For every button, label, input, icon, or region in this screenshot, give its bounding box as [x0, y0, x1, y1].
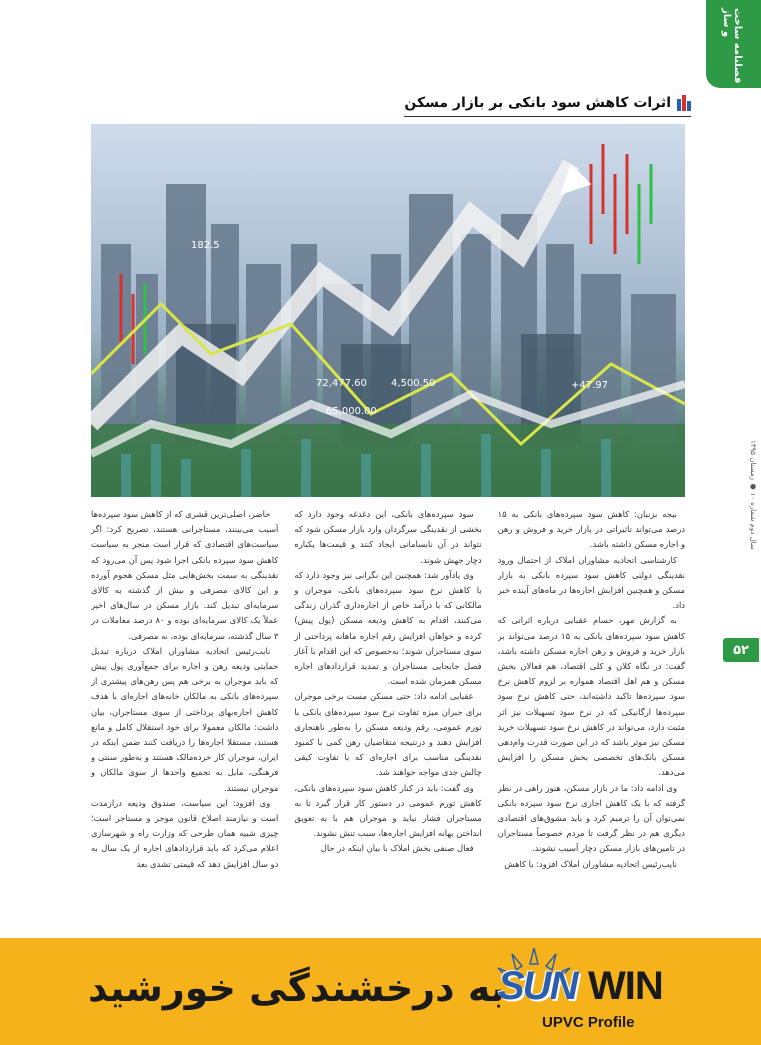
- hero-number: +47.97: [571, 380, 609, 391]
- paragraph: کارشناسی اتحادیه مشاوران املاک از احتمال ورود نقدینگی دولتی کاهش سود سپرده بانکی به بازار مسکن و همچنین افزایش اجاره‌ها در ماه‌های آینده خبر داد.: [497, 554, 685, 611]
- sunwin-logo: [484, 946, 684, 1038]
- paragraph: فعال صنفی بخش املاک با بیان اینکه در حال: [320, 843, 474, 854]
- advertisement-banner[interactable]: [0, 938, 761, 1045]
- column-right: [498, 507, 685, 929]
- brand-subtitle: UPVC Profile: [542, 1014, 635, 1031]
- paragraph: نایب‌رئیس اتحادیه مشاوران املاک درباره تبدیل حمایتی ودیعه رهن و اجاره برای جمع‌آوری پول پیش که باید موجران به برخی هم پس رهن‌های پیشتری از سپرده‌های بانکی به مالکان خانه‌های اجاره‌ای با هدف کاهش اجاره‌بهای پرداختی از سوی مستاجران، بیان داشت: مالکان معمولا برای خود استقلال کامل و مانع هستند، مستقلا اجاره‌ها را دریافت کنند ضمن اینکه در ایران، موجران کار خرده‌مالک هستند و به‌طور سنتی و فرهنگی، مایل به تجمیع واحدها از سوی مالکان و موجران نیستند.: [91, 645, 279, 793]
- buildings-icon: [677, 95, 691, 111]
- hero-collage: [91, 124, 685, 497]
- page-number: ۵۲: [723, 638, 759, 662]
- paragraph: وی گفت: باید در کنار کاهش سود سپرده‌های بانکی، کاهش تورم عمومی در دستور کار قرار گیرد تا به مستاجران فشار نیاید و موجران هم با به تعویق انداختن بهانه افزایش اجاره‌ها، سبب تنش نشوند.: [294, 782, 482, 839]
- hero-number: 182.5: [191, 240, 220, 251]
- article-title: اثرات کاهش سود بانکی بر بازار مسکن: [404, 95, 671, 111]
- article-body: [91, 507, 685, 929]
- column-left: [91, 507, 278, 929]
- hero-image: [91, 124, 685, 497]
- hero-number: 72,477.60: [316, 378, 367, 389]
- paragraph: وی ادامه داد: ما در بازار مسکن، هنوز راهی در نظر گرفته که با یک کاهش اجاری نرخ سود سپرده بانکی نمی‌توان آن را ترمیم کرد و باید مشوق‌های اقتصادی دیگری هم در نظر گرفت تا مردم خصوصاً مستاجران در تامین‌های بازار مسکن دچار آسیب نشوند.: [497, 782, 685, 854]
- hero-number: 65,000.00: [326, 406, 377, 417]
- paragraph: به گزارش مهر، حسام عقبایی درباره اثراتی که کاهش سود سپرده‌های بانکی به ۱۵ درصد می‌تواند بر بازار خرید و فروش و رهن اجاره مسکن داشته باشد، گفت: در نگاه کلان و کلی اقتصاد، هم فعالان بخش مسکن و هم اهل اقتصاد همواره بر لزوم کاهش نرخ سود سپرده‌ها تاکید داشته‌اند، حتی کاهش نرخ سود سپرده‌ها ارگانیکی که در نرخ سود تسهیلات نیز اثر مثبت دارد، می‌تواند در کاهش نرخ سود تسهیلات خرید مسکن نیز موثر باشد که در این صورت قدرت وام‌دهی مسکن بانک‌های تخصصی بخش مسکن را افزایش می‌دهد.: [497, 615, 685, 778]
- paragraph: نایب‌رئیس اتحادیه مشاوران املاک افزود: با کاهش: [504, 858, 677, 869]
- hero-number: 4,500.50: [391, 378, 436, 389]
- paragraph: بیجه بزنبان: کاهش سود سپرده‌های بانکی به ۱۵ درصد می‌تواند تاثیراتی در بازار خرید و فروش و رهن و اجاره مسکن داشته باشد.: [497, 509, 685, 550]
- paragraph: عقبایی ادامه داد: حتی مسکن مست برخی موجران برای جبران میزه تفاوت نرخ سود سپرده‌های بانکی با تورم عمومی، رقم ودیعه مسکن را به‌طور ناهنجاری افزایش دهند و درنتیجه متقاضیان رهن کمی با کمبود نقدینگی مناسب برای اجاره‌ای که با تفاوت کیفی چالش جدی مواجه خواهند شد.: [294, 691, 482, 778]
- issue-meta: سال دوم شماره ۱۰ ● زمستان ۱۳۹۵: [749, 440, 757, 550]
- brand-win: WIN: [588, 964, 663, 1008]
- section-tab-label: فصلنامه ساخت و ساز: [721, 8, 743, 84]
- section-tab: [706, 0, 761, 88]
- paragraph: وی یادآور شد: همچنین این نگرانی نیز وجود دارد که با کاهش نرخ سود سپرده‌های بانکی، موجران و مالکانی که با درآمد خاص از اجاره‌داری گذران زندگی می‌کنند، اقدام به کاهش ودیعه مسکن (پول پیش) کرده و خواهان افزایش رقم اجاره ماهانه پرداختی از سوی مستاجران شوند؛ به‌خصوص که این اقدام با آغاز فصل جابجایی مستاجران و تمدید قراردادهای اجاره مسکن همزمان شده است.: [294, 569, 482, 687]
- paragraph: وی افزود: این سیاست، صندوق ودیعه درازمدت است و نیازمند اصلاح قانون موجر و مستاجر است؛ چیزی شبیه همان طرحی که وزارت راه و شهرسازی اعلام می‌کرد که باید قراردادهای اجاره از یک سال به دو سال افزایش دهد که قیمتی تشدی بعد: [91, 797, 279, 869]
- brand-sun: SUN: [498, 964, 577, 1008]
- column-middle: [294, 507, 481, 929]
- paragraph: حاضر، اصلی‌ترین قشری که از کاهش سود سپرده‌ها آسیب می‌بینند، مستاجرانی هستند، تصریح کرد: اگر سیاست‌های اقتصادی که قرار است منجر به سیاست کاهش سود سپرده بانکی اجرا شود پس آن می‌رود که نقدینگی به سمت بخش‌هایی مثل مسکن هجوم آورده و این کالای مصرفی و بیش از گذشته به کالای سرمایه‌ای تبدیل کند. بازار مسکن در سال‌های اخیر عملاً یک کالای سرمایه‌ای بوده و ۸۰ درصد معاملات در ۳ سال گذشته، سرمایه‌ای بوده، نه مصرفی.: [91, 509, 279, 641]
- ad-slogan: به درخشندگی خورشید: [88, 966, 506, 1010]
- article-header: [404, 92, 691, 117]
- paragraph: سود سپرده‌های بانکی، این دغدغه وجود دارد که بخشی از نقدینگی سرگردان وارد بازار مسکن شود که نتواند در آن نابسامانی ایجاد کنند و قیمت‌ها یکباره دچار جهش شوند.: [294, 509, 482, 565]
